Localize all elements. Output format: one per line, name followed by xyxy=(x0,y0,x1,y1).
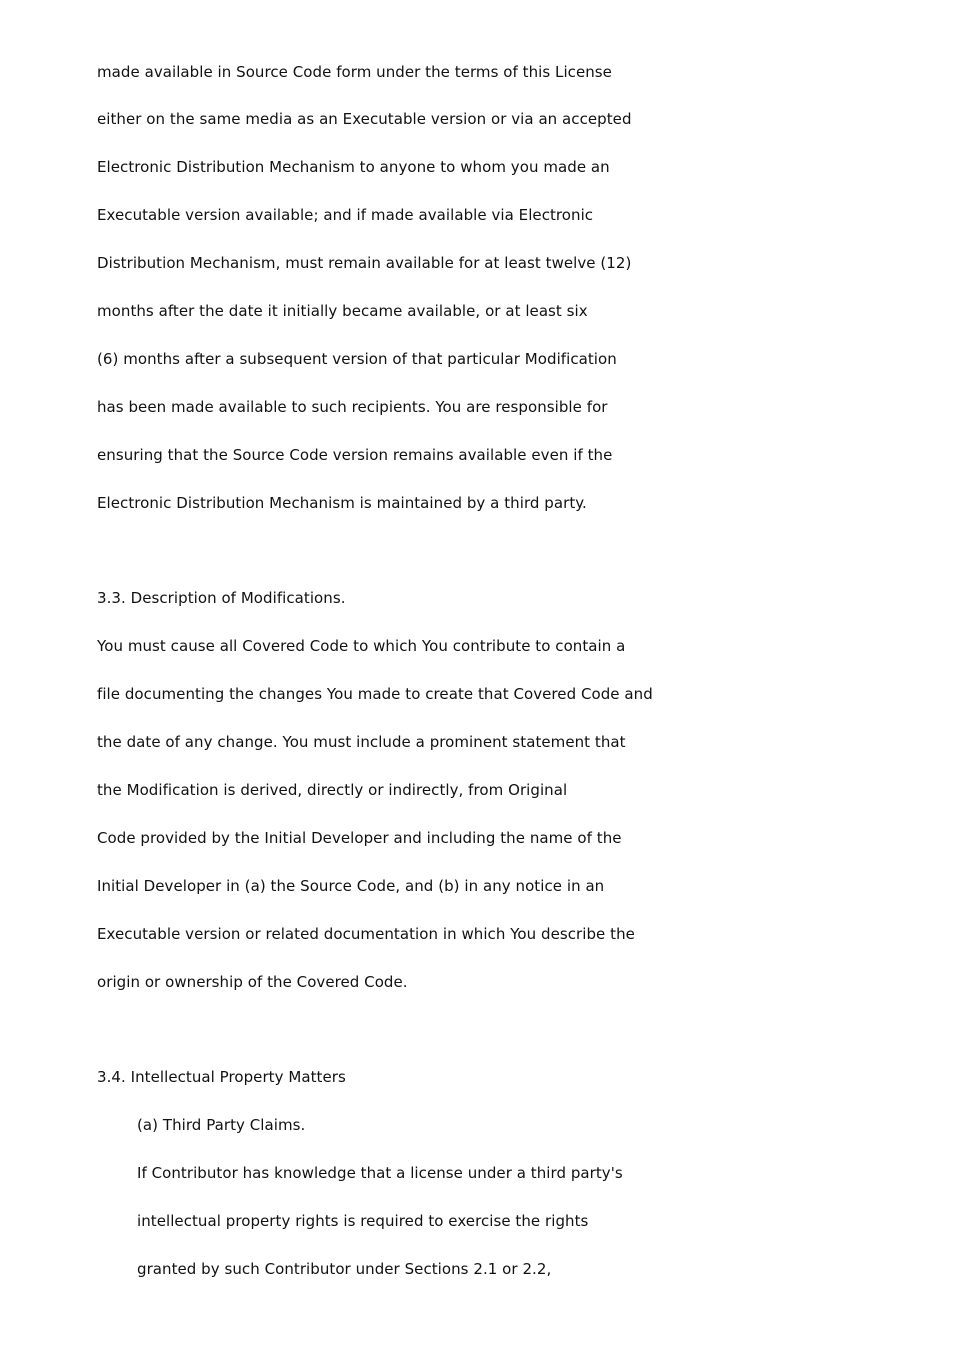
paragraph-line: ensuring that the Source Code version remains available even if the xyxy=(97,446,613,464)
paragraph-line: origin or ownership of the Covered Code. xyxy=(97,973,408,991)
paragraph-line: Executable version or related documentation in which You describe the xyxy=(97,925,635,943)
paragraph-line: Distribution Mechanism, must remain available for at least twelve (12) xyxy=(97,254,632,272)
section-heading: 3.4. Intellectual Property Matters xyxy=(97,1068,346,1086)
subsection-heading: (a) Third Party Claims. xyxy=(137,1116,306,1134)
paragraph-line: has been made available to such recipients. You are responsible for xyxy=(97,398,608,416)
paragraph-line: either on the same media as an Executable version or via an accepted xyxy=(97,110,632,128)
paragraph-line: granted by such Contributor under Sections 2.1 or 2.2, xyxy=(137,1260,552,1278)
paragraph-line: Initial Developer in (a) the Source Code, and (b) in any notice in an xyxy=(97,877,605,895)
paragraph-line: months after the date it initially became available, or at least six xyxy=(97,302,588,320)
paragraph-line: made available in Source Code form under the terms of this License xyxy=(97,63,612,81)
paragraph-line: Code provided by the Initial Developer and including the name of the xyxy=(97,829,622,847)
paragraph-line: file documenting the changes You made to create that Covered Code and xyxy=(97,685,653,703)
paragraph-line: Electronic Distribution Mechanism is maintained by a third party. xyxy=(97,494,587,512)
paragraph-line: You must cause all Covered Code to which You contribute to contain a xyxy=(97,637,626,655)
paragraph-line: If Contributor has knowledge that a license under a third party's xyxy=(137,1164,623,1182)
paragraph-line: the Modification is derived, directly or indirectly, from Original xyxy=(97,781,568,799)
paragraph-line: Executable version available; and if made available via Electronic xyxy=(97,206,594,224)
paragraph-line: intellectual property rights is required to exercise the rights xyxy=(137,1212,589,1230)
paragraph-line: (6) months after a subsequent version of that particular Modification xyxy=(97,350,617,368)
paragraph-line: Electronic Distribution Mechanism to anyone to whom you made an xyxy=(97,158,610,176)
paragraph-line: the date of any change. You must include a prominent statement that xyxy=(97,733,626,751)
section-heading: 3.3. Description of Modifications. xyxy=(97,589,346,607)
